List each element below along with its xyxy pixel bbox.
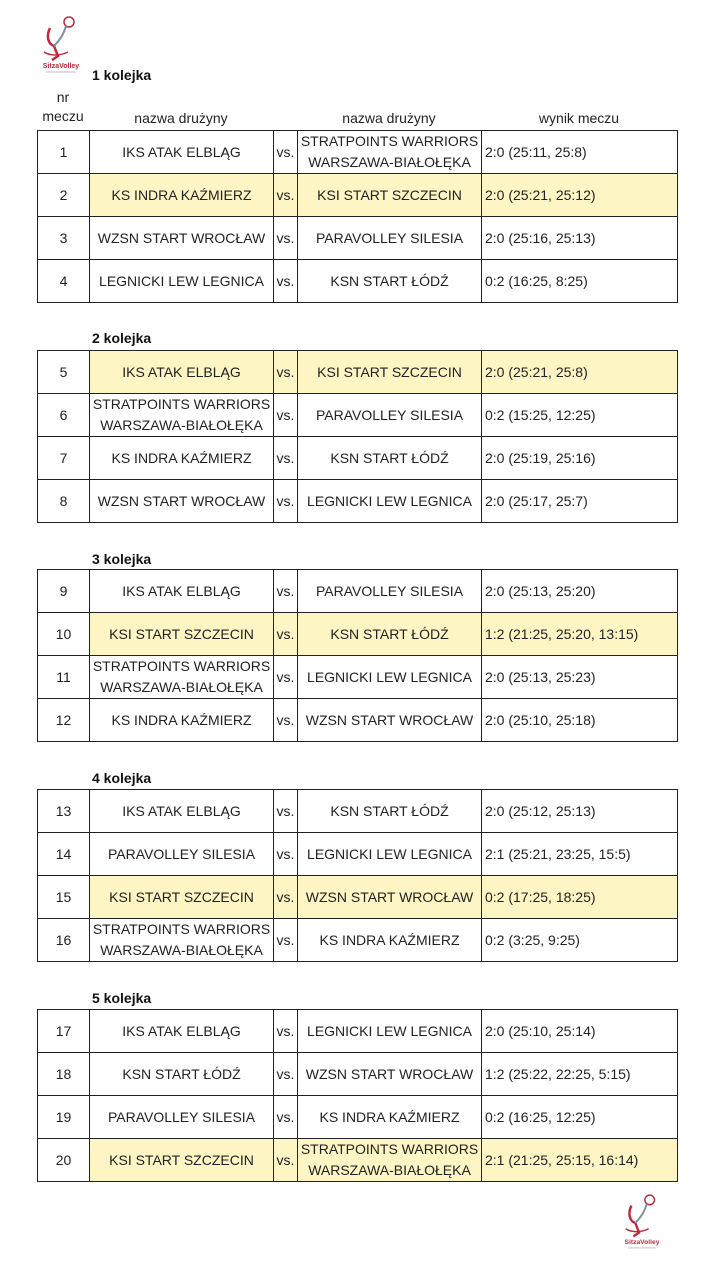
- sitzavolley-logo: [36, 16, 86, 74]
- team1-name: IKS ATAK ELBLĄG: [90, 790, 274, 833]
- match-score: 1:2 (21:25, 25:20, 13:15): [482, 613, 678, 656]
- round-title-5: 5 kolejka: [92, 990, 152, 1006]
- match-score: 2:0 (25:11, 25:8): [482, 131, 678, 174]
- round-title-3: 3 kolejka: [92, 551, 152, 567]
- match-number: 7: [38, 437, 90, 480]
- match-score: 0:2 (15:25, 12:25): [482, 394, 678, 437]
- team2-name: STRATPOINTS WARRIORS WARSZAWA-BIAŁOŁĘKA: [298, 1139, 482, 1182]
- team2-name: KSN START ŁÓDŹ: [298, 260, 482, 303]
- match-number: 2: [38, 174, 90, 217]
- vs-label: vs.: [274, 1139, 298, 1182]
- team2-name: WZSN START WROCŁAW: [298, 1053, 482, 1096]
- team2-name: PARAVOLLEY SILESIA: [298, 217, 482, 260]
- match-row: [38, 174, 678, 217]
- team2-name: PARAVOLLEY SILESIA: [298, 394, 482, 437]
- match-row: [38, 394, 678, 437]
- match-number: 19: [38, 1096, 90, 1139]
- match-row: [38, 1053, 678, 1096]
- match-score: 2:0 (25:12, 25:13): [482, 790, 678, 833]
- vs-label: vs.: [274, 480, 298, 523]
- round-title-1: 1 kolejka: [92, 67, 152, 83]
- team2-name: KSN START ŁÓDŹ: [298, 613, 482, 656]
- match-number: 6: [38, 394, 90, 437]
- match-number: 10: [38, 613, 90, 656]
- team1-name: KS INDRA KAŹMIERZ: [90, 437, 274, 480]
- match-score: 1:2 (25:22, 22:25, 5:15): [482, 1053, 678, 1096]
- match-score: 0:2 (16:25, 8:25): [482, 260, 678, 303]
- vs-label: vs.: [274, 217, 298, 260]
- match-number: 13: [38, 790, 90, 833]
- match-score: 2:0 (25:19, 25:16): [482, 437, 678, 480]
- team1-name: KS INDRA KAŹMIERZ: [90, 699, 274, 742]
- team1-name: STRATPOINTS WARRIORS WARSZAWA-BIAŁOŁĘKA: [90, 919, 274, 962]
- team2-name: LEGNICKI LEW LEGNICA: [298, 833, 482, 876]
- vs-label: vs.: [274, 876, 298, 919]
- match-number: 4: [38, 260, 90, 303]
- match-row: [38, 833, 678, 876]
- match-number: 12: [38, 699, 90, 742]
- vs-label: vs.: [274, 833, 298, 876]
- match-number: 14: [38, 833, 90, 876]
- vs-label: vs.: [274, 174, 298, 217]
- match-number: 1: [38, 131, 90, 174]
- match-row: [38, 131, 678, 174]
- vs-label: vs.: [274, 131, 298, 174]
- header-result: wynik meczu: [538, 110, 620, 126]
- round-table-3: [37, 569, 678, 742]
- match-row: [38, 260, 678, 303]
- match-score: 0:2 (16:25, 12:25): [482, 1096, 678, 1139]
- team1-name: WZSN START WROCŁAW: [90, 480, 274, 523]
- team2-name: WZSN START WROCŁAW: [298, 876, 482, 919]
- header-nr: [37, 88, 89, 126]
- vs-label: vs.: [274, 351, 298, 394]
- round-title-4: 4 kolejka: [92, 770, 152, 786]
- team2-name: LEGNICKI LEW LEGNICA: [298, 1010, 482, 1053]
- team2-name: WZSN START WROCŁAW: [298, 699, 482, 742]
- vs-label: vs.: [274, 1053, 298, 1096]
- match-score: 2:0 (25:16, 25:13): [482, 217, 678, 260]
- match-row: [38, 790, 678, 833]
- team2-name: KSN START ŁÓDŹ: [298, 790, 482, 833]
- match-number: 11: [38, 656, 90, 699]
- sitzavolley-logo-bottom: [618, 1192, 666, 1252]
- team1-name: IKS ATAK ELBLĄG: [90, 351, 274, 394]
- team1-name: PARAVOLLEY SILESIA: [90, 1096, 274, 1139]
- svg-text:SitzaVolley: SitzaVolley: [42, 63, 80, 70]
- vs-label: vs.: [274, 394, 298, 437]
- team1-name: KSI START SZCZECIN: [90, 613, 274, 656]
- match-number: 17: [38, 1010, 90, 1053]
- team1-name: IKS ATAK ELBLĄG: [90, 131, 274, 174]
- header-nr-line1: nr: [56, 89, 70, 105]
- team2-name: KS INDRA KAŹMIERZ: [298, 919, 482, 962]
- match-row: [38, 1096, 678, 1139]
- team2-name: LEGNICKI LEW LEGNICA: [298, 480, 482, 523]
- match-score: 2:1 (25:21, 23:25, 15:5): [482, 833, 678, 876]
- round-table-4: [37, 789, 678, 962]
- vs-label: vs.: [274, 656, 298, 699]
- vs-label: vs.: [274, 613, 298, 656]
- match-number: 15: [38, 876, 90, 919]
- team2-name: KSN START ŁÓDŹ: [298, 437, 482, 480]
- svg-text:SitzaVolley: SitzaVolley: [624, 1239, 660, 1247]
- match-row: [38, 437, 678, 480]
- vs-label: vs.: [274, 260, 298, 303]
- match-number: 5: [38, 351, 90, 394]
- header-team2: nazwa drużyny: [342, 110, 436, 126]
- round-table-5: [37, 1009, 678, 1182]
- match-row: [38, 570, 678, 613]
- match-number: 8: [38, 480, 90, 523]
- round-title-2: 2 kolejka: [92, 330, 152, 346]
- vs-label: vs.: [274, 919, 298, 962]
- team2-name: KSI START SZCZECIN: [298, 351, 482, 394]
- team1-name: STRATPOINTS WARRIORS WARSZAWA-BIAŁOŁĘKA: [90, 394, 274, 437]
- team2-name: KSI START SZCZECIN: [298, 174, 482, 217]
- round-table-2: [37, 350, 678, 523]
- vs-label: vs.: [274, 699, 298, 742]
- match-score: 2:0 (25:10, 25:14): [482, 1010, 678, 1053]
- match-row: [38, 351, 678, 394]
- match-number: 18: [38, 1053, 90, 1096]
- vs-label: vs.: [274, 790, 298, 833]
- match-row: [38, 1139, 678, 1182]
- team1-name: KSN START ŁÓDŹ: [90, 1053, 274, 1096]
- team1-name: PARAVOLLEY SILESIA: [90, 833, 274, 876]
- match-number: 9: [38, 570, 90, 613]
- match-row: [38, 217, 678, 260]
- vs-label: vs.: [274, 1096, 298, 1139]
- vs-label: vs.: [274, 437, 298, 480]
- team1-name: KS INDRA KAŹMIERZ: [90, 174, 274, 217]
- match-score: 2:1 (21:25, 25:15, 16:14): [482, 1139, 678, 1182]
- match-row: [38, 656, 678, 699]
- vs-label: vs.: [274, 570, 298, 613]
- match-number: 3: [38, 217, 90, 260]
- team1-name: STRATPOINTS WARRIORS WARSZAWA-BIAŁOŁĘKA: [90, 656, 274, 699]
- team2-name: KS INDRA KAŹMIERZ: [298, 1096, 482, 1139]
- team2-name: PARAVOLLEY SILESIA: [298, 570, 482, 613]
- match-score: 0:2 (17:25, 18:25): [482, 876, 678, 919]
- team1-name: LEGNICKI LEW LEGNICA: [90, 260, 274, 303]
- header-nr-line2: meczu: [42, 108, 84, 124]
- match-score: 2:0 (25:17, 25:7): [482, 480, 678, 523]
- team1-name: IKS ATAK ELBLĄG: [90, 1010, 274, 1053]
- team1-name: KSI START SZCZECIN: [90, 876, 274, 919]
- match-row: [38, 919, 678, 962]
- match-row: [38, 480, 678, 523]
- team2-name: STRATPOINTS WARRIORS WARSZAWA-BIAŁOŁĘKA: [298, 131, 482, 174]
- match-row: [38, 1010, 678, 1053]
- team2-name: LEGNICKI LEW LEGNICA: [298, 656, 482, 699]
- match-score: 2:0 (25:13, 25:23): [482, 656, 678, 699]
- team1-name: WZSN START WROCŁAW: [90, 217, 274, 260]
- round-table-1: [37, 130, 678, 303]
- header-team1: nazwa drużyny: [134, 110, 228, 126]
- team1-name: IKS ATAK ELBLĄG: [90, 570, 274, 613]
- match-number: 16: [38, 919, 90, 962]
- match-number: 20: [38, 1139, 90, 1182]
- match-row: [38, 699, 678, 742]
- match-score: 2:0 (25:10, 25:18): [482, 699, 678, 742]
- vs-label: vs.: [274, 1010, 298, 1053]
- match-row: [38, 613, 678, 656]
- match-score: 2:0 (25:21, 25:12): [482, 174, 678, 217]
- match-score: 2:0 (25:21, 25:8): [482, 351, 678, 394]
- match-score: 0:2 (3:25, 9:25): [482, 919, 678, 962]
- match-score: 2:0 (25:13, 25:20): [482, 570, 678, 613]
- match-row: [38, 876, 678, 919]
- team1-name: KSI START SZCZECIN: [90, 1139, 274, 1182]
